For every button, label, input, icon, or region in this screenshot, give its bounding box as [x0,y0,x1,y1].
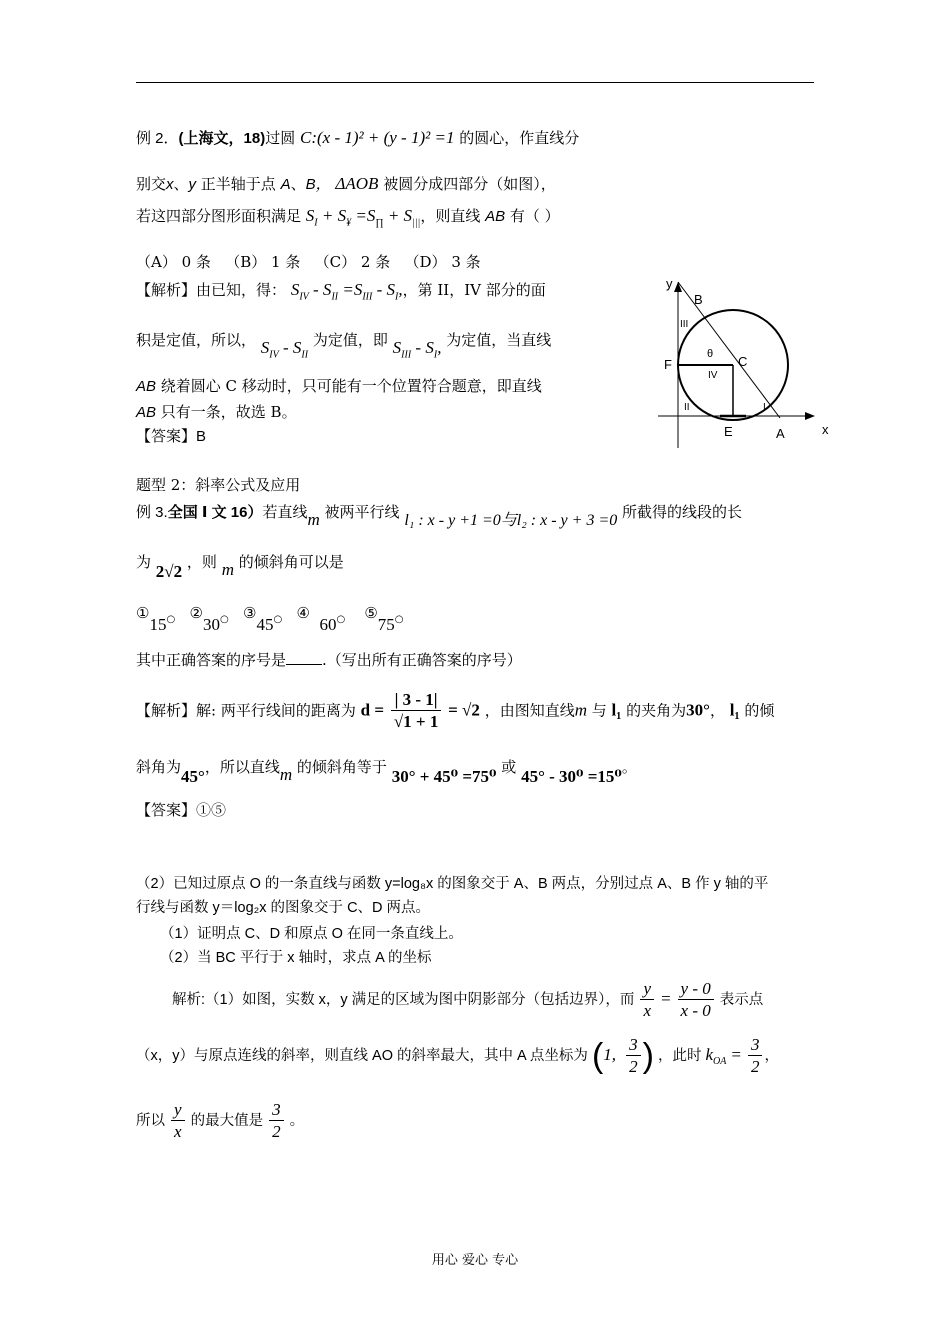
option-a: （A） 0 条 [136,253,211,271]
ex3-answer: 【答案】①⑤ [136,801,227,819]
label-theta: θ [707,348,714,360]
ex2-analysis-3: AB 绕着圆心 C 移动时，只可能有一个位置符合题意，即直线 [136,377,542,395]
fraction-three-halves-b: $\frac{3}{2}$ [748,1035,763,1078]
label-b: B [694,292,703,307]
choice-75: 75 [377,615,395,634]
label-a: A [776,426,785,441]
ex3-question: 其中正确答案的序号是 .（写出所有正确答案的序号） [136,651,522,669]
choice-30: 30 [202,615,220,634]
ex3-line2: 为 2√2 ，则 m 的倾斜角可以是 [136,553,344,581]
ex3-line1: 例 3.全国 Ⅰ 文 16）若直线m 被两平行线 l₁ : x - y +1 =0与l₂ : x - y + 3 =0 所截得的线段的长 [136,503,743,529]
choice-60: 60 [319,615,337,634]
p2-line2: 行线与函数 y＝log₂x 的图象交于 C、D 两点。 [136,900,431,916]
label-x: x [822,422,829,437]
p2-sub2: （2）当 BC 平行于 x 轴时，求点 A 的坐标 [160,950,432,966]
ex2-line1: 例 2．(上海文，18)过圆 C:(x - 1)² + (y - 1)² =1 的圆心，作直线分 [136,128,580,147]
fraction-y-over-x: $\frac{y}{x}$ [640,979,654,1022]
type2-title: 题型 2：斜率公式及应用 [136,476,301,494]
area-equation: $S_I + S_¥ =S_\prod + S_{|||}$ [305,206,421,229]
parallel-lines-eq: l₁ : x - y +1 =0与l₂ : x - y + 3 =0 [404,512,618,529]
segment-length: 2√2 [155,562,183,581]
ex2-line3: 若这四部分图形面积满足 $S_I + S_¥ =S_\prod + S_{|||}$，则直线 AB 有（ ） [136,206,560,229]
ex2-options [136,252,481,272]
choice-15: 15 [149,615,167,634]
label-e: E [724,424,733,439]
angle-diff: 45° - 30⁰ =15⁰ [521,767,622,786]
label-y: y [666,276,673,291]
label-region-iii: III [680,319,689,330]
label-region-ii: II [684,402,690,413]
s3-minus-s1: $S_{III} - S_I$, [392,338,442,361]
fraction-three-halves-a: $\frac{3}{2}$ [626,1035,641,1078]
area-difference-eq: $S_{IV} - S_{II} =S_{III} - S_I$, [290,280,403,303]
label-region-i: I [763,402,766,413]
ex2-analysis-2: 积是定值，所以， $S_{IV} - S_{II}$ 为定值，即 $S_{III} - S_I$, 为定值，当直线 [136,331,552,361]
circle-diagram [650,270,840,450]
ex2-analysis-4: AB 只有一条，故选 B。 [136,403,297,421]
ex3-choices: ①15○ ②30○ ③45○ ④ 60○ ⑤75○ [136,604,404,634]
ex2-analysis-1: 【解析】由已知，得： $S_{IV} - S_{II} =S_{III} - S_I$,，第 II，IV 部分的面 [136,280,546,303]
option-d: （D） 3 条 [404,253,481,271]
p2-analysis-3: 所以 $\frac{y}{x}$ 的最大值是 $\frac{3}{2}$ 。 [136,1099,305,1141]
option-b: （B） 1 条 [225,253,301,271]
p2-sub1: （1）证明点 C、D 和原点 O 在同一条直线上。 [160,926,463,942]
triangle-aob: ΔAOB [335,174,379,193]
fraction-y-over-x-2: $\frac{y}{x}$ [171,1100,185,1143]
answer-blank [286,650,322,665]
p2-analysis-1: 解析:（1）如图，实数 x，y 满足的区域为图中阴影部分（包括边界），而 $\frac{y}{x}$ = $\frac{y - 0}{x - 0}$ 表示点 [172,978,764,1020]
page-footer: 用心 爱心 专心 [431,1253,519,1268]
label-region-iv: IV [708,370,718,381]
x-axis-arrow-icon [805,412,815,420]
ex2-answer: 【答案】B [136,427,207,445]
p2-line1: （2）已知过原点 O 的一条直线与函数 y=log₈x 的图象交于 A、B 两点，分别过点 A、B 作 y 轴的平 [136,876,769,892]
p2-analysis-2: （x，y）与原点连线的斜率，则直线 AO 的斜率最大，其中 A 点坐标为 (1, $\frac{3}{2}$ ) ，此时 $k_{OA}$ = $\frac{3}{2}$ ， [136,1034,779,1076]
option-c: （C） 2 条 [314,253,391,271]
circle-equation: C:(x - 1)² + (y - 1)² =1 [300,128,455,147]
ex2-line2: 别交x、y 正半轴于点 A、B， ΔAOB 被圆分成四部分（如图）， [136,174,556,193]
header-rule [136,82,814,83]
angle-sum: 30° + 45⁰ =75⁰ [391,767,497,786]
label-c: C [738,354,748,369]
choice-45: 45 [256,615,274,634]
ex3-analysis-1: 【解析】解: 两平行线间的距离为 d = $\frac{| 3 - 1|}{√1 + 1}$ = √2 ，由图知直线m 与 l₁ 的夹角为30°， l₁ 的倾 [136,690,775,731]
ex3-analysis-2: 斜角为45°，所以直线m 的倾斜角等于 30° + 45⁰ =75⁰ 或 45° - 30⁰ =15⁰。 [136,758,637,786]
y-axis-arrow-icon [674,282,682,292]
s4-minus-s2: $S_{IV} - S_{II}$ [260,338,309,361]
distance-fraction: $\frac{| 3 - 1|}{√1 + 1}$ [391,690,442,733]
fraction-y0-over-x0: $\frac{y - 0}{x - 0}$ [678,979,714,1022]
label-f: F [664,357,672,372]
fraction-max-value: $\frac{3}{2}$ [269,1100,284,1143]
